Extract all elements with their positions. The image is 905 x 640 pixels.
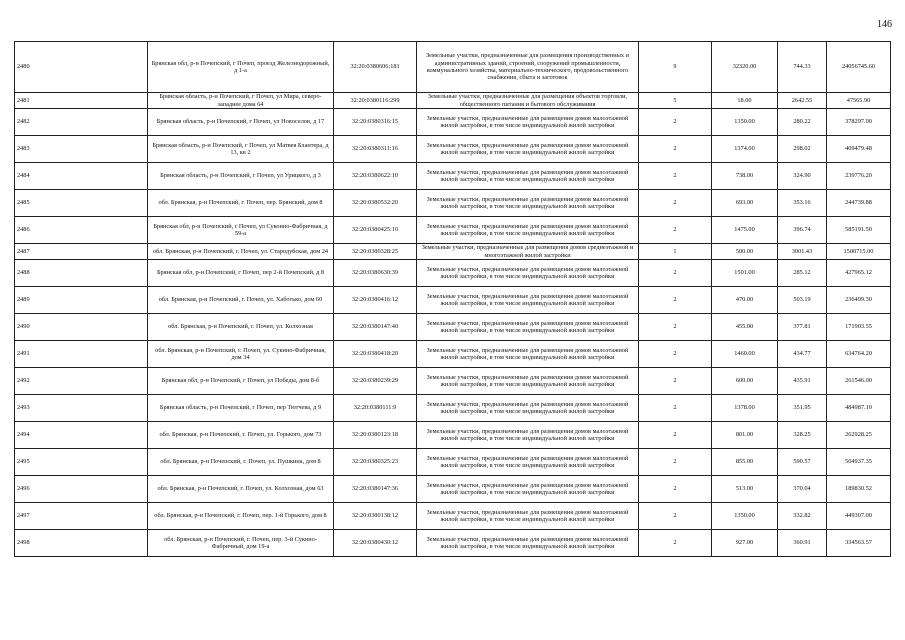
table-row — [15, 422, 891, 449]
row-number: 2498 — [15, 530, 148, 557]
table-row — [15, 93, 891, 109]
specific-value-cell: 377.81 — [778, 314, 827, 341]
row-number: 2493 — [15, 395, 148, 422]
table-row — [15, 395, 891, 422]
land-use-cell: Земельные участки, предназначенные для размещения домов малоэтажной жилой застройки, в том числе индивидуальной жилой застройки — [417, 395, 639, 422]
row-number: 2494 — [15, 422, 148, 449]
land-use-cell: Земельные участки, предназначенные для размещения домов малоэтажной жилой застройки, в том числе индивидуальной жилой застройки — [417, 260, 639, 287]
cadastral-value-cell: 1500715.00 — [827, 244, 891, 260]
cadastral-value-cell: 244739.88 — [827, 190, 891, 217]
land-use-cell: Земельные участки, предназначенные для размещения домов малоэтажной жилой застройки, в том числе индивидуальной жилой застройки — [417, 503, 639, 530]
specific-value-cell: 324.90 — [778, 163, 827, 190]
area-cell: 1475.00 — [712, 217, 778, 244]
table-row — [15, 503, 891, 530]
land-use-cell: Земельные участки, предназначенные для размещения домов малоэтажной жилой застройки, в том числе индивидуальной жилой застройки — [417, 476, 639, 503]
group-cell: 2 — [639, 109, 712, 136]
address-cell: Брянская область, р-н Почепский, г Почеп, ул Мира, северо-западнее дома 64 — [148, 93, 334, 109]
table-row — [15, 163, 891, 190]
cadastral-value-cell: 449307.00 — [827, 503, 891, 530]
specific-value-cell: 590.57 — [778, 449, 827, 476]
address-cell: обл. Брянская, р-н Почепский, г. Почеп, пер. 3-й Сукнно-Фабричный, дом 19-а — [148, 530, 334, 557]
table-row — [15, 476, 891, 503]
address-cell: обл. Брянская, р-н Почепский, г. Почеп, пер. 1-й Горького, дом 8 — [148, 503, 334, 530]
cadastral-value-cell: 262928.25 — [827, 422, 891, 449]
specific-value-cell: 503.19 — [778, 287, 827, 314]
row-number: 2488 — [15, 260, 148, 287]
cadastral-value-cell: 261546.00 — [827, 368, 891, 395]
cadastral-number-cell: 32:20:0380430:12 — [334, 530, 417, 557]
table-row — [15, 260, 891, 287]
cadastral-value-cell: 24056745.60 — [827, 42, 891, 93]
row-number: 2484 — [15, 163, 148, 190]
cadastral-number-cell: 32:20:0380328:25 — [334, 244, 417, 260]
specific-value-cell: 285.12 — [778, 260, 827, 287]
cadastral-value-cell: 427965.12 — [827, 260, 891, 287]
address-cell: обл. Брянская, р-н Почепский, г. Почеп, ул. Сукнно-Фабричная, дом 34 — [148, 341, 334, 368]
row-number: 2495 — [15, 449, 148, 476]
row-number: 2489 — [15, 287, 148, 314]
table-row — [15, 42, 891, 93]
land-use-cell: Земельные участки, предназначенные для размещения домов малоэтажной жилой застройки, в том числе индивидуальной жилой застройки — [417, 109, 639, 136]
cadastral-value-cell: 189830.52 — [827, 476, 891, 503]
group-cell: 2 — [639, 314, 712, 341]
land-use-cell: Земельные участки, предназначенные для размещения производственных и административных зданий, строений, сооружений промышленности, коммунального хозяйства, материально-технического, продовольственного снабжения, сбыта и заготовок — [417, 42, 639, 93]
address-cell: Брянская область, р-н Почепский, г Почеп, ул Урицкого, д 3 — [148, 163, 334, 190]
group-cell: 2 — [639, 217, 712, 244]
specific-value-cell: 3001.43 — [778, 244, 827, 260]
cadastral-number-cell: 32:20:0380138:12 — [334, 503, 417, 530]
group-cell: 2 — [639, 287, 712, 314]
table-row — [15, 136, 891, 163]
area-cell: 1374.00 — [712, 136, 778, 163]
address-cell: обл. Брянская, р-н Почепский, г. Почеп, ул. Колхозная — [148, 314, 334, 341]
cadastral-number-cell: 32:20:0380239:29 — [334, 368, 417, 395]
land-use-cell: Земельные участки, предназначенные для размещения домов малоэтажной жилой застройки, в том числе индивидуальной жилой застройки — [417, 449, 639, 476]
land-use-cell: Земельные участки, предназначенные для размещения домов малоэтажной жилой застройки, в том числе индивидуальной жилой застройки — [417, 530, 639, 557]
cadastral-value-cell: 236499.30 — [827, 287, 891, 314]
specific-value-cell: 360.91 — [778, 530, 827, 557]
cadastral-number-cell: 32:20:0380147:36 — [334, 476, 417, 503]
address-cell: обл. Брянская, р-н Почепский, г. Почеп, ул. Колхозная, дом 63 — [148, 476, 334, 503]
table-row — [15, 314, 891, 341]
group-cell: 2 — [639, 422, 712, 449]
table-row — [15, 287, 891, 314]
specific-value-cell: 744.33 — [778, 42, 827, 93]
row-number: 2497 — [15, 503, 148, 530]
group-cell: 2 — [639, 449, 712, 476]
address-cell: Брянская область, р-н Почепский, г Почеп, пер Тютчева, д 9 — [148, 395, 334, 422]
row-number: 2486 — [15, 217, 148, 244]
cadastral-value-cell: 504937.35 — [827, 449, 891, 476]
cadastral-number-cell: 32:20:0380532:20 — [334, 190, 417, 217]
cadastral-value-cell: 378297.00 — [827, 109, 891, 136]
specific-value-cell: 434.77 — [778, 341, 827, 368]
address-cell: Брянская область, р-н Почепский, г Почеп, ул Новоселов, д 17 — [148, 109, 334, 136]
area-cell: 500.00 — [712, 244, 778, 260]
address-cell: Брянская обл, р-н Почепский, г Почеп, ул Суконно-Фабричная, д 59-а — [148, 217, 334, 244]
cadastral-number-cell: 32:20:0380116:299 — [334, 93, 417, 109]
specific-value-cell: 328.25 — [778, 422, 827, 449]
cadastral-number-cell: 32:20:0380622:10 — [334, 163, 417, 190]
group-cell: 2 — [639, 530, 712, 557]
row-number: 2481 — [15, 93, 148, 109]
address-cell: обл. Брянская, р-н Почепский, г. Почеп, ул. Хаботько, дом 60 — [148, 287, 334, 314]
cadastral-value-table — [14, 41, 891, 557]
cadastral-number-cell: 32:20:0380147:40 — [334, 314, 417, 341]
cadastral-value-cell: 634764.20 — [827, 341, 891, 368]
row-number: 2483 — [15, 136, 148, 163]
area-cell: 32320.00 — [712, 42, 778, 93]
land-use-cell: Земельные участки, предназначенные для размещения домов малоэтажной жилой застройки, в том числе индивидуальной жилой застройки — [417, 217, 639, 244]
cadastral-number-cell: 32:20:0380418:20 — [334, 341, 417, 368]
table-row — [15, 530, 891, 557]
cadastral-value-cell: 239776.20 — [827, 163, 891, 190]
specific-value-cell: 370.04 — [778, 476, 827, 503]
address-cell: Брянская область, р-н Почепский, г Почеп, ул Матвея Блантера, д 13, кв 2 — [148, 136, 334, 163]
specific-value-cell: 351.95 — [778, 395, 827, 422]
area-cell: 801.00 — [712, 422, 778, 449]
area-cell: 18.00 — [712, 93, 778, 109]
row-number: 2487 — [15, 244, 148, 260]
address-cell: обл. Брянская, р-н Почепский, г. Почеп, ул. Пушкина, дом 8 — [148, 449, 334, 476]
cadastral-number-cell: 32:20:0380311:16 — [334, 136, 417, 163]
specific-value-cell: 298.02 — [778, 136, 827, 163]
address-cell: Брянская обл, р-н Почепский, г Почеп, ул Победы, дом 8-б — [148, 368, 334, 395]
area-cell: 455.00 — [712, 314, 778, 341]
table-row — [15, 244, 891, 260]
area-cell: 470.00 — [712, 287, 778, 314]
address-cell: Брянская обл, р-н Почепский, г Почеп, проезд Железнодорожный, д 1-а — [148, 42, 334, 93]
land-use-cell: Земельные участки, предназначенные для размещения объектов торговли, общественного питания и бытового обслуживания — [417, 93, 639, 109]
table-row — [15, 217, 891, 244]
row-number: 2492 — [15, 368, 148, 395]
table-row — [15, 190, 891, 217]
cadastral-number-cell: 32:20:0380123:18 — [334, 422, 417, 449]
area-cell: 927.00 — [712, 530, 778, 557]
group-cell: 2 — [639, 503, 712, 530]
land-use-cell: Земельные участки, предназначенные для размещения домов малоэтажной жилой застройки, в том числе индивидуальной жилой застройки — [417, 163, 639, 190]
specific-value-cell: 2642.55 — [778, 93, 827, 109]
area-cell: 1460.00 — [712, 341, 778, 368]
row-number: 2485 — [15, 190, 148, 217]
cadastral-value-cell: 47565.90 — [827, 93, 891, 109]
group-cell: 5 — [639, 93, 712, 109]
cadastral-number-cell: 32:20:0380630:39 — [334, 260, 417, 287]
land-use-cell: Земельные участки, предназначенные для размещения домов малоэтажной жилой застройки, в том числе индивидуальной жилой застройки — [417, 422, 639, 449]
specific-value-cell: 396.74 — [778, 217, 827, 244]
table-row — [15, 109, 891, 136]
land-use-cell: Земельные участки, предназначенные для размещения домов малоэтажной жилой застройки, в том числе индивидуальной жилой застройки — [417, 287, 639, 314]
area-cell: 738.00 — [712, 163, 778, 190]
area-cell: 1350.00 — [712, 503, 778, 530]
group-cell: 2 — [639, 260, 712, 287]
address-cell: обл. Брянская, р-н Почепский, г. Почеп, ул. Стародубская, дом 24 — [148, 244, 334, 260]
cadastral-number-cell: 32:20:0380111:9 — [334, 395, 417, 422]
group-cell: 2 — [639, 341, 712, 368]
specific-value-cell: 435.91 — [778, 368, 827, 395]
cadastral-value-cell: 334563.57 — [827, 530, 891, 557]
cadastral-number-cell: 32:20:0380325:23 — [334, 449, 417, 476]
cadastral-value-cell: 171903.55 — [827, 314, 891, 341]
group-cell: 2 — [639, 395, 712, 422]
land-use-cell: Земельные участки, предназначенные для размещения домов среднеэтажной и многоэтажной жилой застройки — [417, 244, 639, 260]
group-cell: 2 — [639, 163, 712, 190]
cadastral-number-cell: 32:20:0380425:10 — [334, 217, 417, 244]
group-cell: 9 — [639, 42, 712, 93]
area-cell: 1501.00 — [712, 260, 778, 287]
cadastral-value-cell: 484987.10 — [827, 395, 891, 422]
group-cell: 2 — [639, 190, 712, 217]
land-use-cell: Земельные участки, предназначенные для размещения домов малоэтажной жилой застройки, в том числе индивидуальной жилой застройки — [417, 190, 639, 217]
address-cell: обл. Брянская, р-н Почепский, г. Почеп, ул. Горького, дом 73 — [148, 422, 334, 449]
cadastral-value-cell: 409479.48 — [827, 136, 891, 163]
page-number: 146 — [877, 19, 892, 30]
group-cell: 2 — [639, 476, 712, 503]
specific-value-cell: 353.16 — [778, 190, 827, 217]
row-number: 2480 — [15, 42, 148, 93]
row-number: 2496 — [15, 476, 148, 503]
row-number: 2482 — [15, 109, 148, 136]
area-cell: 693.00 — [712, 190, 778, 217]
address-cell: Брянская обл, р-н Почепский, г Почеп, пер 2-й Почепский, д 8 — [148, 260, 334, 287]
row-number: 2490 — [15, 314, 148, 341]
group-cell: 1 — [639, 244, 712, 260]
cadastral-number-cell: 32:20:0380606:181 — [334, 42, 417, 93]
area-cell: 1378.00 — [712, 395, 778, 422]
specific-value-cell: 332.82 — [778, 503, 827, 530]
specific-value-cell: 280.22 — [778, 109, 827, 136]
land-use-cell: Земельные участки, предназначенные для размещения домов малоэтажной жилой застройки, в том числе индивидуальной жилой застройки — [417, 136, 639, 163]
cadastral-number-cell: 32:20:0380416:12 — [334, 287, 417, 314]
table-row — [15, 368, 891, 395]
table-row — [15, 341, 891, 368]
table-row — [15, 449, 891, 476]
area-cell: 600.00 — [712, 368, 778, 395]
row-number: 2491 — [15, 341, 148, 368]
cadastral-value-cell: 585191.50 — [827, 217, 891, 244]
group-cell: 2 — [639, 136, 712, 163]
land-use-cell: Земельные участки, предназначенные для размещения домов малоэтажной жилой застройки, в том числе индивидуальной жилой застройки — [417, 314, 639, 341]
address-cell: обл. Брянская, р-н Почепский, г. Почеп, пер. Брянский, дом 8 — [148, 190, 334, 217]
land-use-cell: Земельные участки, предназначенные для размещения домов малоэтажной жилой застройки, в том числе индивидуальной жилой застройки — [417, 341, 639, 368]
land-use-cell: Земельные участки, предназначенные для размещения домов малоэтажной жилой застройки, в том числе индивидуальной жилой застройки — [417, 368, 639, 395]
area-cell: 1350.00 — [712, 109, 778, 136]
area-cell: 513.00 — [712, 476, 778, 503]
table-body — [15, 42, 891, 557]
group-cell: 2 — [639, 368, 712, 395]
cadastral-number-cell: 32:20:0380316:15 — [334, 109, 417, 136]
area-cell: 855.00 — [712, 449, 778, 476]
